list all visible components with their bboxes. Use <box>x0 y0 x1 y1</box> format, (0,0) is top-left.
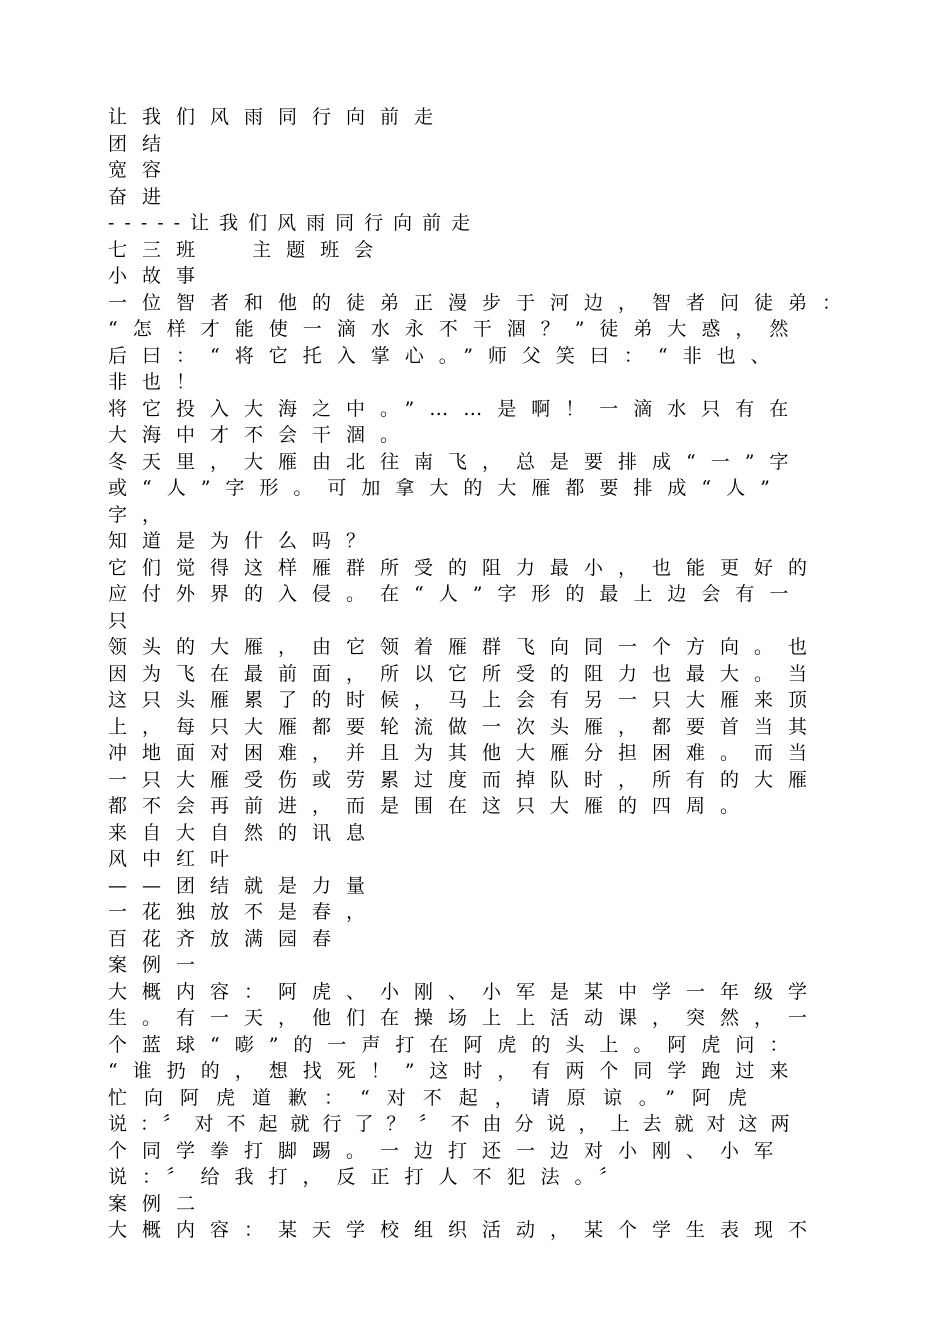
verse-line: 百花齐放满园春 <box>108 927 347 950</box>
paragraph-line: 只 <box>108 609 143 632</box>
paragraph-line: 上，每只大雁都要轮流做一次头雁，都要首当其 <box>108 715 823 738</box>
paragraph-line: 冲地面对困难，并且为其他大雁分担困难。而当 <box>108 742 823 764</box>
text-line: 宽容 <box>108 159 177 181</box>
section-heading: 来自大自然的讯息 <box>108 821 381 844</box>
section-heading: 风中红叶 <box>108 848 245 870</box>
paragraph-line: 因为飞在最前面，所以它所受的阻力也最大。当 <box>108 662 823 685</box>
paragraph-line: 或“人”字形。可加拿大的大雁都要排成“人” <box>108 477 785 499</box>
paragraph-line: 字， <box>108 503 177 526</box>
class-meeting-line: 七三班 主题班会 <box>108 238 389 261</box>
paragraph-line: 大概内容：某天学校组织活动，某个学生表现不 <box>108 1219 823 1241</box>
paragraph-line: 大概内容：阿虎、小刚、小军是某中学一年级学 <box>108 980 823 1003</box>
text-line: 奋进 <box>108 185 177 208</box>
paragraph-line: 都不会再前进，而是围在这只大雁的四周。 <box>108 795 755 817</box>
paragraph-line: 一位智者和他的徒弟正漫步于河边，智者问徒弟： <box>108 291 857 314</box>
paragraph-line: 说：〞给我打，反正打人不犯法。〞 <box>108 1166 634 1188</box>
paragraph-line: 个蓝球“嘭”的一声打在阿虎的头上。阿虎问： <box>108 1033 804 1056</box>
text-line: 团结 <box>108 132 177 155</box>
paragraph-line: 后曰：“将它托入掌心。”师父笑曰：“非也、 <box>108 344 785 367</box>
paragraph-line: 一只大雁受伤或劳累过度而掉队时，所有的大雁 <box>108 768 823 791</box>
paragraph-line: 这只头雁累了的时候，马上会有另一只大雁来顶 <box>108 689 823 711</box>
paragraph-line: 将它投入大海之中。”……是啊！一滴水只有在 <box>108 397 804 420</box>
paragraph-line: 大海中才不会干涸。 <box>108 424 415 446</box>
verse-line: 一花独放不是春， <box>108 901 381 923</box>
section-heading: ——团结就是力量 <box>108 874 381 897</box>
paragraph-line: 忙向阿虎道歉：“对不起，请原谅。”阿虎 <box>108 1086 764 1109</box>
section-heading: 小故事 <box>108 265 211 287</box>
paragraph-line: 它们觉得这样雁群所受的阻力最小，也能更好的 <box>108 556 823 579</box>
subtitle-line: -----让我们风雨同行向前走 <box>108 212 481 234</box>
paragraph-line: 非也！ <box>108 371 211 393</box>
paragraph-line: 个同学拳打脚踢。一边打还一边对小刚、小军 <box>108 1139 789 1162</box>
document-body <box>108 104 857 1244</box>
paragraph-line: 说：〞对不起就行了？〞不由分说，上去就对这两 <box>108 1113 803 1135</box>
paragraph-line: 应付外界的入侵。在“人”字形的最上边会有一 <box>108 583 804 605</box>
case-heading: 案例二 <box>108 1192 211 1215</box>
case-heading: 案例一 <box>108 954 211 976</box>
paragraph-line: “怎样才能使一滴水永不干涸？”徒弟大惑，然 <box>108 318 804 340</box>
paragraph-line: “谁扔的，想找死！”这时，有两个同学跑过来 <box>108 1060 804 1082</box>
paragraph-line: 领头的大雁，由它领着雁群飞向同一个方向。也 <box>108 636 823 658</box>
paragraph-line: 冬天里，大雁由北往南飞，总是要排成“一”字 <box>108 450 804 473</box>
paragraph-line: 知道是为什么吗？ <box>108 530 381 552</box>
paragraph-line: 生。有一天，他们在操场上上活动课，突然，一 <box>108 1007 823 1029</box>
title-line: 让我们风雨同行向前走 <box>108 106 449 128</box>
